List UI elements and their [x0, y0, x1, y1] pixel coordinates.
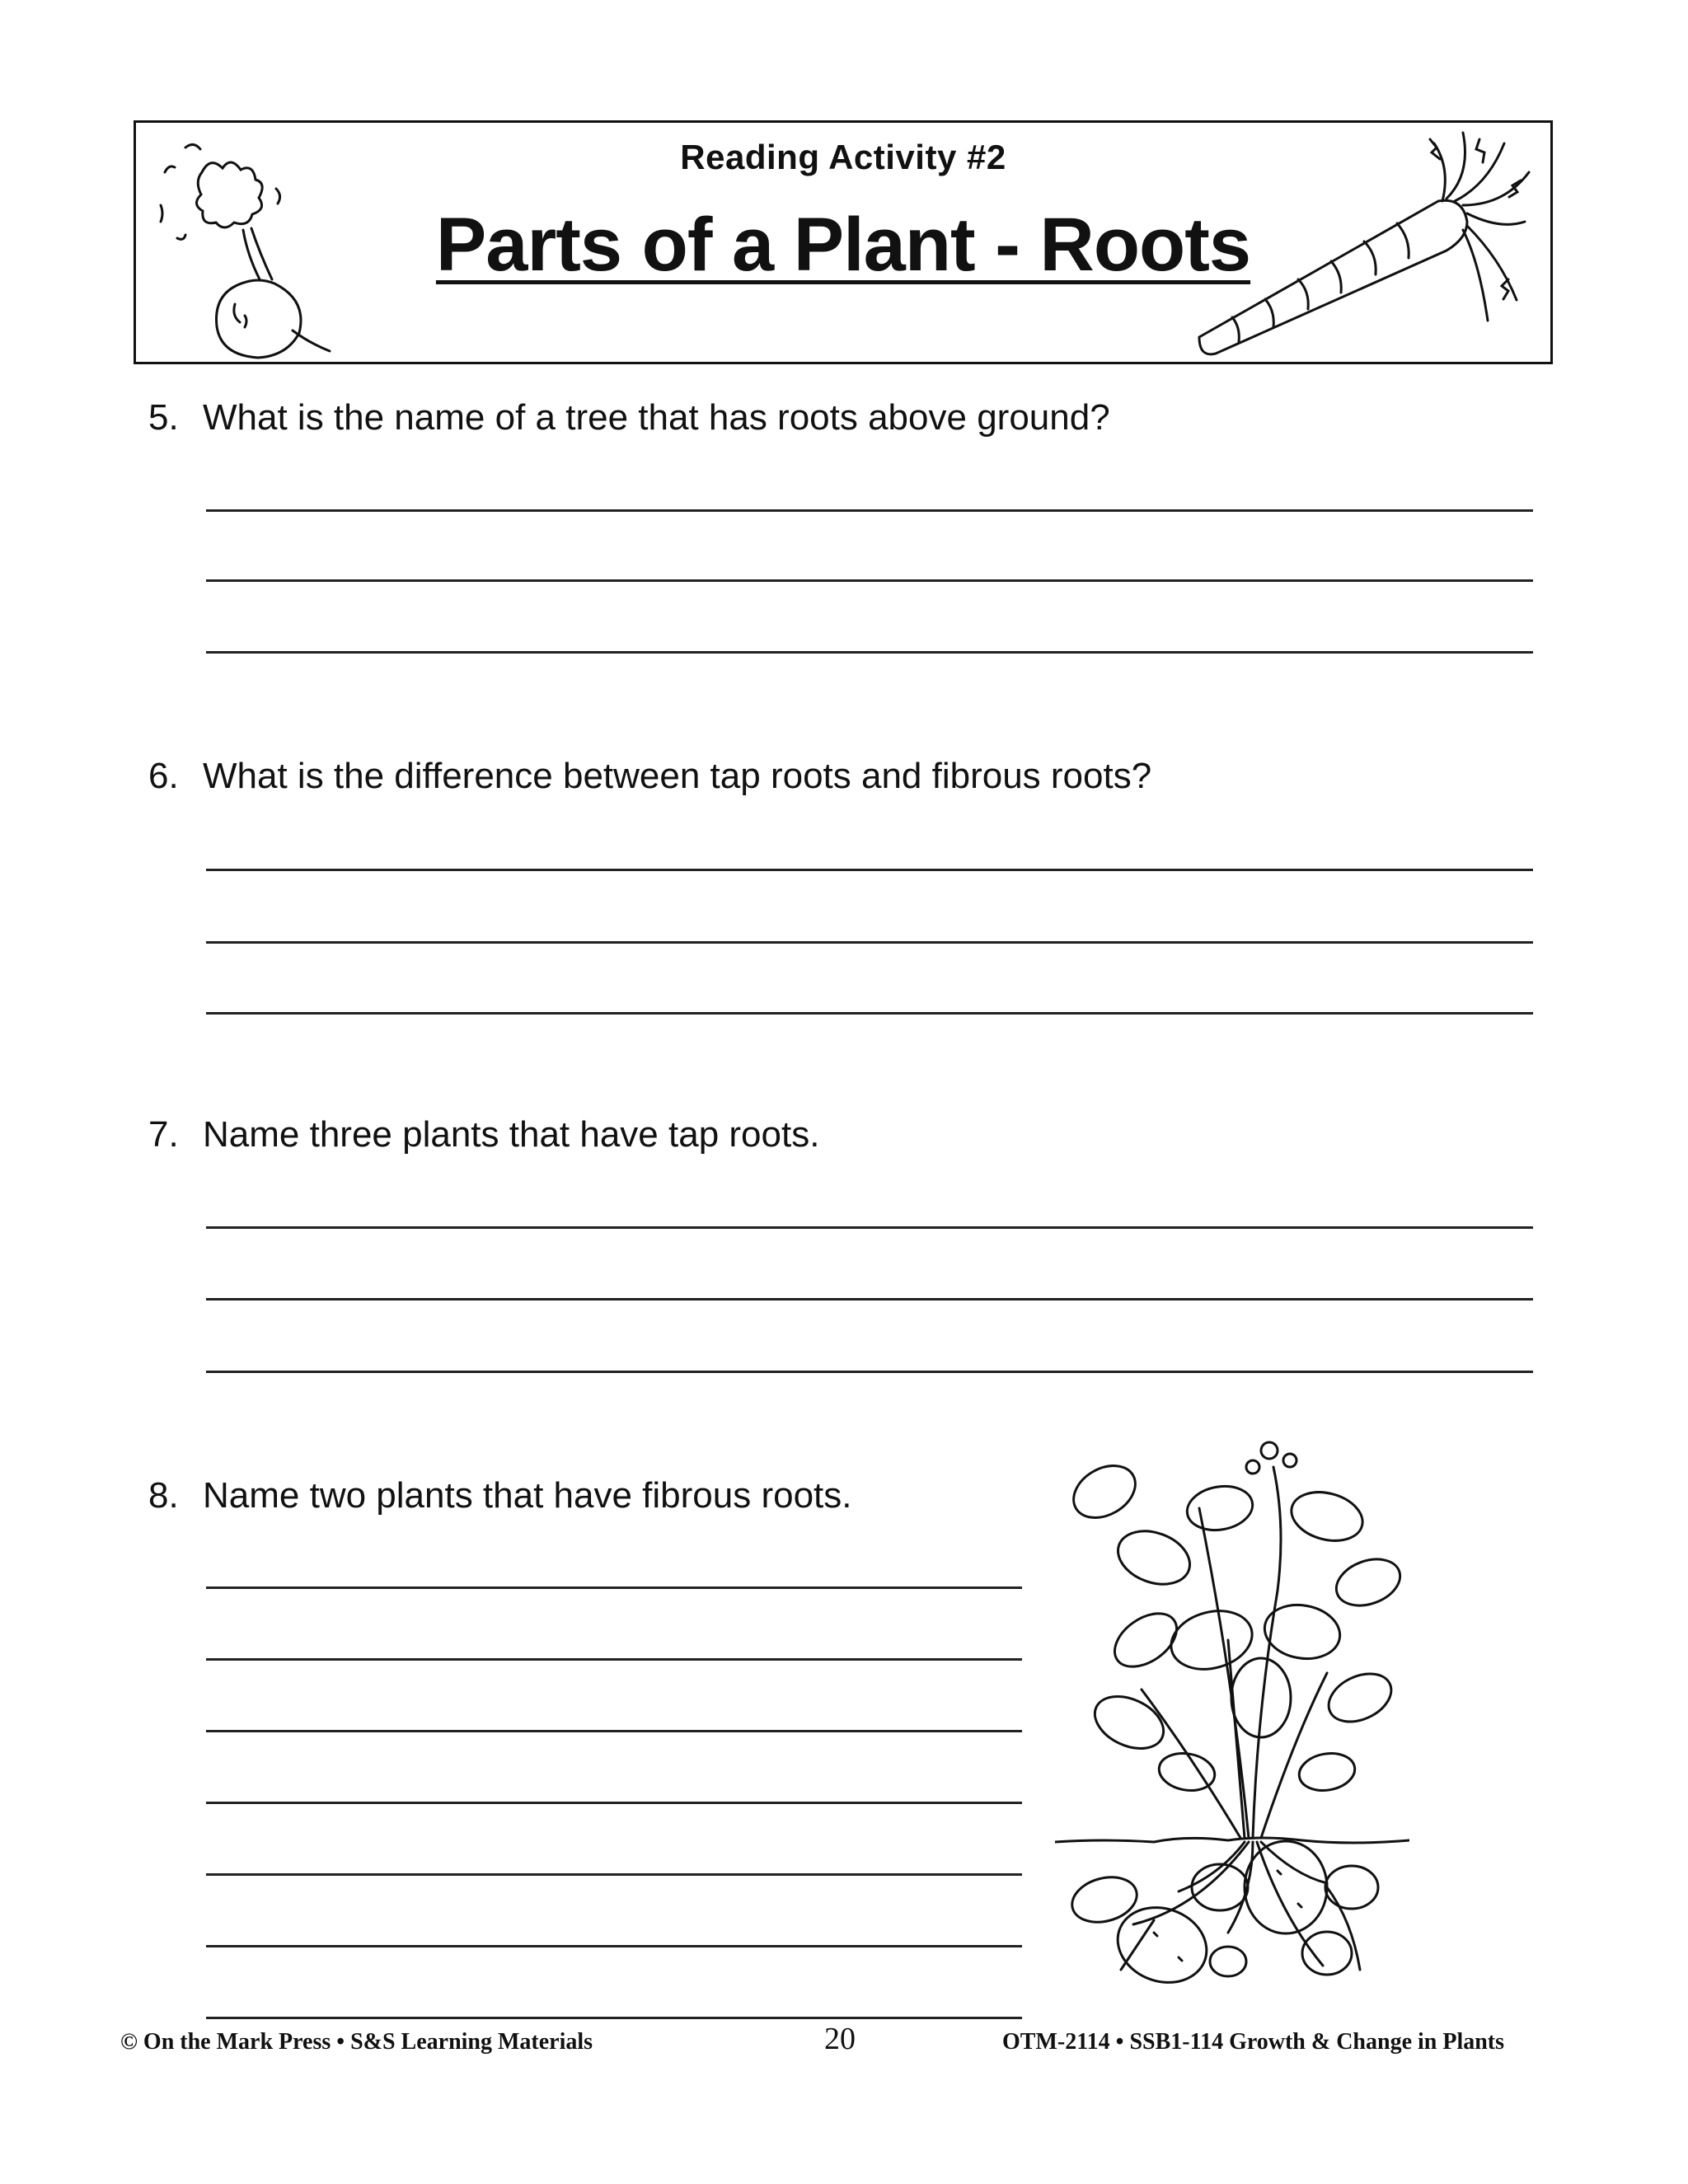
question-text: Name two plants that have fibrous roots.	[203, 1475, 852, 1516]
question-text: Name three plants that have tap roots.	[203, 1114, 820, 1155]
answer-line[interactable]	[206, 1298, 1533, 1301]
answer-line[interactable]	[206, 941, 1533, 944]
activity-label: Reading Activity #2	[680, 138, 1006, 176]
potato-plant-icon	[1055, 1426, 1409, 2019]
question-8	[148, 1475, 852, 1516]
page-title: Parts of a Plant - Roots	[435, 203, 1251, 287]
answer-line[interactable]	[206, 1658, 1022, 1661]
question-7	[148, 1114, 819, 1155]
answer-line[interactable]	[206, 1873, 1022, 1876]
footer-publisher: © On the Mark Press • S&S Learning Materials	[120, 2029, 593, 2055]
question-text: What is the name of a tree that has roots above ground?	[203, 397, 1110, 438]
question-number: 6.	[148, 756, 179, 796]
carrot-icon	[1183, 123, 1554, 362]
question-number: 8.	[148, 1475, 179, 1516]
answer-line[interactable]	[206, 869, 1533, 871]
answer-line[interactable]	[206, 1730, 1022, 1732]
answer-line[interactable]	[206, 579, 1533, 582]
answer-line[interactable]	[206, 1586, 1022, 1589]
question-number: 5.	[148, 397, 179, 438]
question-text: What is the difference between tap roots and fibrous roots?	[203, 756, 1152, 796]
answer-line[interactable]	[206, 651, 1533, 654]
question-5	[148, 397, 1110, 438]
answer-line[interactable]	[206, 2017, 1022, 2019]
answer-line[interactable]	[206, 1945, 1022, 1947]
question-6	[148, 756, 1151, 797]
answer-line[interactable]	[206, 1226, 1533, 1229]
page-number: 20	[824, 2022, 856, 2056]
question-number: 7.	[148, 1114, 179, 1155]
answer-line[interactable]	[206, 1012, 1533, 1015]
answer-line[interactable]	[206, 509, 1533, 512]
answer-line[interactable]	[206, 1802, 1022, 1804]
header-box	[134, 120, 1553, 364]
answer-line[interactable]	[206, 1371, 1533, 1373]
footer-product-code: OTM-2114 • SSB1-114 Growth & Change in Plants	[1002, 2029, 1505, 2055]
